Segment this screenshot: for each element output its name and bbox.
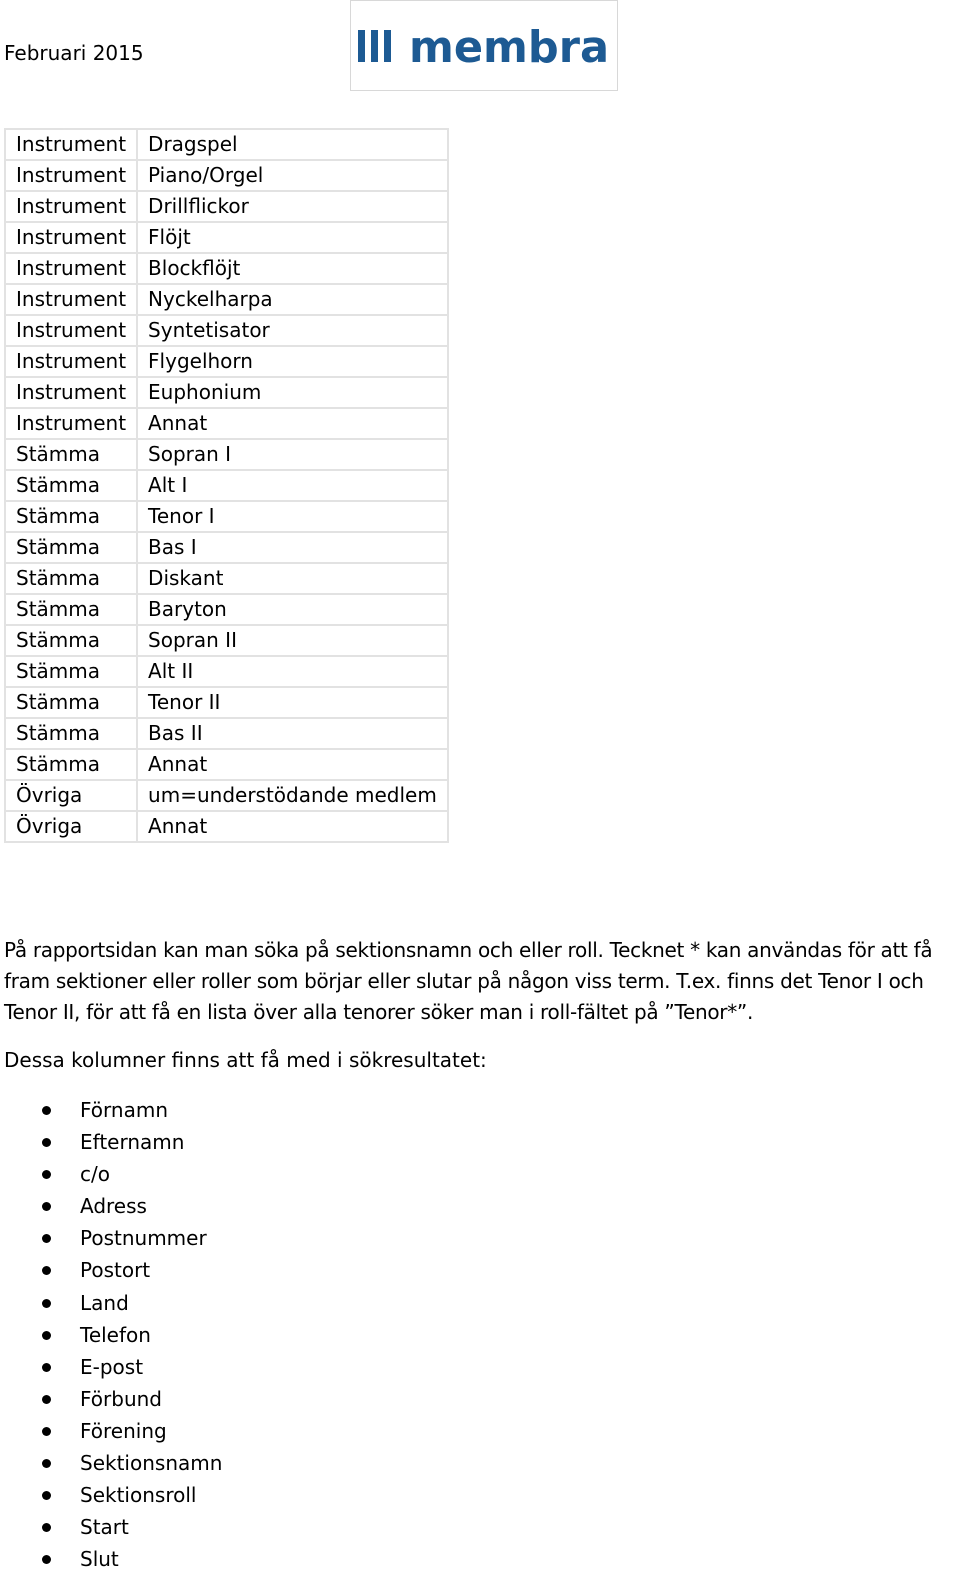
list-item-label: Postort: [80, 1258, 151, 1283]
category-cell: Stämma: [5, 594, 137, 625]
role-cell: um=understödande medlem: [137, 780, 448, 811]
role-cell: Tenor I: [137, 501, 448, 532]
membra-logo-graphic: [351, 1, 617, 90]
category-cell: Stämma: [5, 470, 137, 501]
bullet-icon: [42, 1331, 51, 1340]
table-row: [5, 749, 448, 780]
bullet-icon: [42, 1266, 51, 1275]
role-cell: Nyckelharpa: [137, 284, 448, 315]
table-row: [5, 253, 448, 284]
role-cell: Flöjt: [137, 222, 448, 253]
bullet-icon: [42, 1459, 51, 1468]
list-item-label: Förnamn: [80, 1098, 168, 1122]
list-item-label: E-post: [80, 1354, 144, 1379]
table-row: [5, 377, 448, 408]
list-item-label: Adress: [80, 1194, 147, 1219]
bullet-icon: [42, 1427, 51, 1436]
role-cell: Sopran II: [137, 625, 448, 656]
roles-table-body: [5, 129, 448, 842]
category-cell: Stämma: [5, 439, 137, 470]
role-cell: Sopran I: [137, 439, 448, 470]
category-cell: Övriga: [5, 811, 137, 842]
table-row: [5, 594, 448, 625]
category-cell: Instrument: [5, 284, 137, 315]
role-cell: Alt II: [137, 656, 448, 687]
role-cell: Flygelhorn: [137, 346, 448, 377]
bullet-icon: [42, 1491, 51, 1500]
bullet-icon: [42, 1395, 51, 1404]
role-cell: Annat: [137, 408, 448, 439]
search-info-paragraph: På rapportsidan kan man söka på sektionsnamn och eller roll. Tecknet * kan användas för att få fram sektioner eller roller som börjar eller slutar på någon viss term. T.ex. finns det Tenor I och Tenor II, för att få en lista över alla tenorer söker man i roll-fältet på ”Tenor*”.: [4, 938, 933, 1024]
list-item-label: Land: [80, 1290, 129, 1315]
list-item-label: Sektionsnamn: [80, 1451, 223, 1476]
table-row: [5, 687, 448, 718]
category-cell: Stämma: [5, 687, 137, 718]
list-item-label: Förbund: [80, 1386, 162, 1411]
table-row: [5, 625, 448, 656]
role-cell: Alt I: [137, 470, 448, 501]
category-cell: Stämma: [5, 718, 137, 749]
list-item-label: c/o: [80, 1162, 110, 1187]
table-row: [5, 811, 448, 842]
list-item-label: Efternamn: [80, 1130, 185, 1155]
list-item-label: Slut: [80, 1547, 119, 1572]
bullet-icon: [42, 1363, 51, 1372]
bullet-icon: [42, 1555, 51, 1564]
category-cell: Instrument: [5, 160, 137, 191]
table-row: [5, 346, 448, 377]
bullet-icon: [42, 1106, 51, 1115]
category-cell: Stämma: [5, 532, 137, 563]
role-cell: Dragspel: [137, 129, 448, 160]
category-cell: Stämma: [5, 625, 137, 656]
category-cell: Stämma: [5, 563, 137, 594]
columns-intro: Dessa kolumner finns att få med i sökresultatet:: [4, 1048, 487, 1072]
list-item-label: Start: [80, 1515, 129, 1540]
table-row: [5, 191, 448, 222]
category-cell: Instrument: [5, 191, 137, 222]
table-row: [5, 718, 448, 749]
category-cell: Stämma: [5, 656, 137, 687]
bullet-icon: [42, 1138, 51, 1147]
table-row: [5, 408, 448, 439]
table-row: [5, 129, 448, 160]
role-cell: Tenor II: [137, 687, 448, 718]
category-cell: Stämma: [5, 501, 137, 532]
bullet-icon: [42, 1202, 51, 1211]
table-row: [5, 470, 448, 501]
logo-wordmark: membra: [409, 22, 609, 73]
role-cell: Annat: [137, 811, 448, 842]
bullet-icon: [42, 1299, 51, 1308]
table-row: [5, 315, 448, 346]
role-cell: Bas II: [137, 718, 448, 749]
role-cell: Euphonium: [137, 377, 448, 408]
category-cell: Instrument: [5, 253, 137, 284]
category-cell: Instrument: [5, 222, 137, 253]
role-cell: Baryton: [137, 594, 448, 625]
category-cell: Övriga: [5, 780, 137, 811]
role-cell: Bas I: [137, 532, 448, 563]
table-row: [5, 284, 448, 315]
category-cell: Instrument: [5, 315, 137, 346]
category-cell: Instrument: [5, 377, 137, 408]
document-date: Februari 2015: [4, 41, 144, 65]
bullet-icon: [42, 1170, 51, 1179]
roles-table: [4, 128, 449, 843]
table-row: [5, 160, 448, 191]
role-cell: Diskant: [137, 563, 448, 594]
role-cell: Piano/Orgel: [137, 160, 448, 191]
table-row: [5, 439, 448, 470]
table-row: [5, 222, 448, 253]
category-cell: Instrument: [5, 408, 137, 439]
list-item-label: Förening: [80, 1418, 167, 1443]
table-row: [5, 532, 448, 563]
role-cell: Syntetisator: [137, 315, 448, 346]
list-item-label: Sektionsroll: [80, 1483, 197, 1508]
role-cell: Annat: [137, 749, 448, 780]
category-cell: Stämma: [5, 749, 137, 780]
list-item-label: Telefon: [80, 1322, 151, 1347]
category-cell: Instrument: [5, 129, 137, 160]
table-row: [5, 501, 448, 532]
table-row: [5, 656, 448, 687]
role-cell: Drillflickor: [137, 191, 448, 222]
role-cell: Blockflöjt: [137, 253, 448, 284]
bullet-icon: [42, 1234, 51, 1243]
membra-logo: [350, 0, 618, 91]
table-row: [5, 563, 448, 594]
table-row: [5, 780, 448, 811]
list-item-label: Postnummer: [80, 1226, 207, 1251]
category-cell: Instrument: [5, 346, 137, 377]
bullet-icon: [42, 1523, 51, 1532]
